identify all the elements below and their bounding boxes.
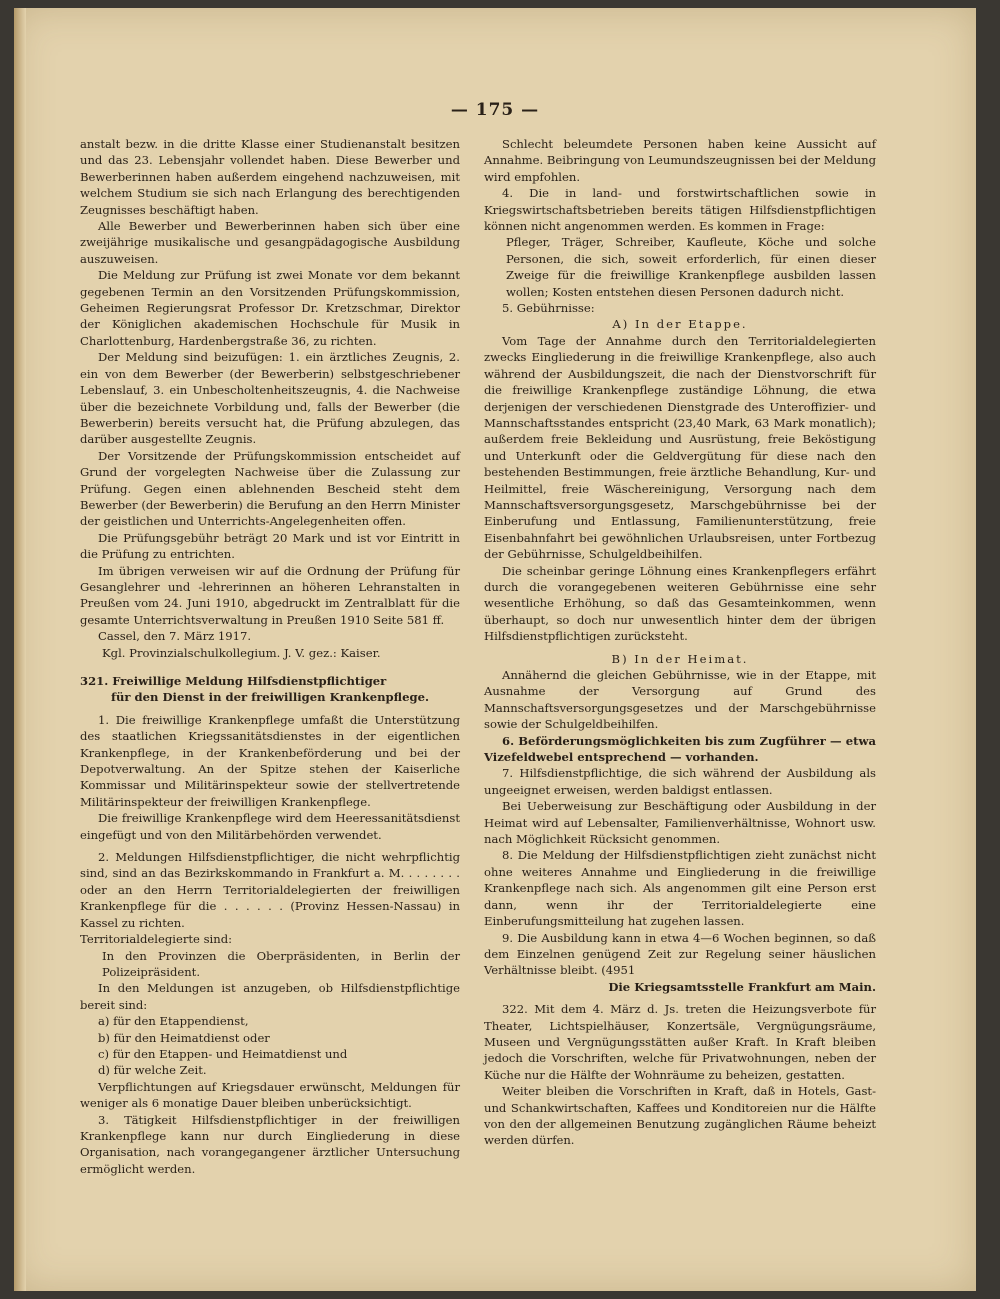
paragraph: Bei Ueberweisung zur Beschäftigung oder Ausbildung in der Heimat wird auf Lebensalter, Familienverhältnisse, Wohnort usw. nach Möglichkeit Rücksicht genommen.: [484, 799, 876, 847]
paragraph: In den Meldungen ist anzugeben, ob Hilfsdienstpflichtige bereit sind:: [80, 981, 460, 1012]
paragraph: 6. Beförderungsmöglichkeiten bis zum Zugführer — etwa Vizefeldwebel entsprechend — vorhanden.: [484, 733, 876, 765]
paragraph: 5. Gebührnisse:: [502, 301, 595, 316]
document-page: [14, 8, 976, 1291]
paragraph: 1. Die freiwillige Krankenpflege umfaßt die Unterstützung des staatlichen Kriegssanitätsdienstes in der eigentlichen Krankenpflege, in der Krankenbeförderung und bei der Depotverwaltung. An der Spitze stehen der Kaiserliche Kommissar und Militärinspekteur sowie der stellvertretende Militärinspekteur der freiwilligen Krankenpflege.: [80, 712, 460, 809]
paragraph: In den Provinzen die Oberpräsidenten, in Berlin der Polizeipräsident.: [102, 948, 460, 979]
subheading-heimat: B) In der Heimat.: [611, 651, 749, 666]
paragraph: Annähernd die gleichen Gebührnisse, wie in der Etappe, mit Ausnahme der Versorgung auf Grund des Mannschaftsversorgungsgesetzes und der Marschgebührnisse sowie der Schulgeldbeihilfen.: [484, 668, 876, 732]
paragraph: 2. Meldungen Hilfsdienstpflichtiger, die nicht wehrpflichtig sind, sind an das Bezirkskommando in Frankfurt a. M. . . . . . . . oder an den Herrn Territorialdelegierten der freiwilligen Krankenpflege für die . . . . . . (Provinz Hessen-Nassau) in Kassel zu richten.: [80, 850, 460, 930]
paragraph: Im übrigen verweisen wir auf die Ordnung der Prüfung für Gesanglehrer und -lehrerinnen an höheren Lehranstalten in Preußen vom 24. Juni 1910, abgedruckt im Zentralblatt für die gesamte Unterrichtsverwaltung in Preußen 1910 Seite 581 ff.: [80, 563, 460, 627]
paragraph: 8. Die Meldung der Hilfsdienstpflichtigen zieht zunächst nicht ohne weiteres Annahme und Eingliederung in die freiwillige Krankenpflege nach sich. Als angenommen gilt eine Person erst dann, wenn ihr der Territorialdelegierte eine Einberufungsmitteilung hat zugehen lassen.: [484, 848, 876, 929]
subheading-etappe: A) In der Etappe.: [612, 317, 748, 332]
place-date: Cassel, den 7. März 1917.: [98, 629, 252, 644]
section-321-subtitle: für den Dienst in der freiwilligen Krankenpflege.: [110, 690, 429, 705]
paragraph: anstalt bezw. in die dritte Klasse einer Studienanstalt besitzen und das 23. Lebensjahr vollendet haben. Diese Bewerber und Bewerberinnen haben außerdem eingehend nachzuweisen, mit welchem Studium sie sich nach Erlangung des berechtigenden Zeugnisses beschäftigt haben.: [80, 137, 460, 217]
paragraph: 3. Tätigkeit Hilfsdienstpflichtiger in der freiwilligen Krankenpflege kann nur durch Eingliederung in diese Organisation, nach vorangegangener ärztlicher Untersuchung ermöglicht werden.: [80, 1112, 460, 1176]
issuing-authority: Die Kriegsamtsstelle Frankfurt am Main.: [608, 979, 876, 994]
paragraph: Verpflichtungen auf Kriegsdauer erwünscht, Meldungen für weniger als 6 monatige Dauer bleiben unberücksichtigt.: [80, 1079, 460, 1111]
paragraph: Die Prüfungsgebühr beträgt 20 Mark und ist vor Eintritt in die Prüfung zu entrichten.: [80, 530, 460, 562]
paragraph: Die freiwillige Krankenpflege wird dem Heeressanitätsdienst eingefügt und von den Militärbehörden verwendet.: [80, 811, 460, 842]
paragraph: Weiter bleiben die Vorschriften in Kraft, daß in Hotels, Gast- und Schankwirtschaften, Kaffees und Konditoreien nur die Hälfte von den der allgemeinen Benutzung zugänglichen Räume beheizt werden dürfen.: [484, 1084, 876, 1148]
paragraph: Der Meldung sind beizufügen: 1. ein ärztliches Zeugnis, 2. ein von dem Bewerber (der Bewerberin) selbstgeschriebener Lebenslauf, 3. ein Unbescholtenheitszeugnis, 4. die Nachweise über die bezeichnete Vorbildung und, falls der Bewerber (die Bewerberin) bereits versucht hat, die Prüfung abzulegen, das darüber ausgestellte Zeugnis.: [80, 350, 460, 447]
paragraph: Vom Tage der Annahme durch den Territorialdelegierten zwecks Eingliederung in die freiwillige Krankenpflege, also auch während der Ausbildungszeit, die nach der Dienstvorschrift für die freiwillige Krankenpflege zuständige Löhnung, die etwa derjenigen der verschiedenen Dienstgrade des Unteroffizier- und Mannschaftsstandes entspricht (23,40 Mark, 63 Mark monatlich); außerdem freie Bekleidung und Ausrüstung, freie Beköstigung und Unterkunft oder die Geldvergütung für diese nach den bestehenden Bestimmungen, freie ärztliche Behandlung, Kur- und Heilmittel, freie Wäschereinigung, Versorgung nach dem Mannschaftsversorgungsgesetz, Marschgebührnisse bei der Einberufung und Entlassung, Familienunterstützung, freie Eisenbahnfahrt bei gewöhnlichen Urlaubsreisen, unter Fortbezug der Gebührnisse, Schulgeldbeihilfen.: [484, 333, 876, 562]
page-spine-shadow: [14, 8, 26, 1291]
readiness-list: [80, 1013, 460, 1079]
paragraph: 4. Die in land- und forstwirtschaftlichen sowie in Kriegswirtschaftsbetrieben bereits tätigen Hilfsdienstpflichtigen können nicht angenommen werden. Es kommen in Frage:: [484, 186, 876, 234]
list-item: b) für den Heimatdienst oder: [98, 1030, 270, 1045]
page-number: — 175 —: [450, 100, 540, 120]
paragraph: Die scheinbar geringe Löhnung eines Krankenpflegers erfährt durch die vorangegebenen weiteren Gebührnisse eine sehr wesentliche Erhöhung, so daß das Gesamteinkommen, wenn überhaupt, so doch nur unwesentlich hinter dem der übrigen Hilfsdienstpflichtigen zurücksteht.: [484, 563, 876, 644]
paragraph: Die Meldung zur Prüfung ist zwei Monate vor dem bekannt gegebenen Termin an den Vorsitzenden Prüfungskommission, Geheimen Regierungsrat Professor Dr. Kretzschmar, Direktor der Königlichen akademischen Hochschule für Musik in Charlottenburg, Hardenbergstraße 36, zu richten.: [80, 268, 460, 348]
paragraph: 9. Die Ausbildung kann in etwa 4—6 Wochen beginnen, so daß dem Einzelnen genügend Zeit zur Regelung seiner häuslichen Verhältnisse bleibt. (4951: [484, 930, 876, 978]
signature-line: Kgl. Provinzialschulkollegium. J. V. gez.: Kaiser.: [102, 645, 381, 660]
list-item: d) für welche Zeit.: [98, 1063, 207, 1078]
paragraph: Der Vorsitzende der Prüfungskommission entscheidet auf Grund der vorgelegten Nachweise über die Zulassung zur Prüfung. Gegen einen ablehnenden Bescheid steht dem Bewerber (der Bewerberin) die Berufung an den Herrn Minister der geistlichen und Unterrichts-Angelegenheiten offen.: [80, 448, 460, 529]
paragraph: Alle Bewerber und Bewerberinnen haben sich über eine zweijährige musikalische und gesangpädagogische Ausbildung auszuweisen.: [80, 219, 460, 266]
paragraph: Pfleger, Träger, Schreiber, Kaufleute, Köche und solche Personen, die sich, soweit erforderlich, für einen dieser Zweige für die freiwillige Krankenpflege ausbilden lassen wollen; Kosten entstehen diesen Personen dadurch nicht.: [506, 235, 876, 299]
left-column: [80, 136, 460, 1177]
right-column: [484, 136, 876, 1149]
section-321-title: 321. Freiwillige Meldung Hilfsdienstpflichtiger: [80, 674, 387, 688]
paragraph: 7. Hilfsdienstpflichtige, die sich während der Ausbildung als ungeeignet erweisen, werden baldigst entlassen.: [484, 766, 876, 797]
list-item: c) für den Etappen- und Heimatdienst und: [98, 1046, 348, 1061]
paragraph: Territorialdelegierte sind:: [80, 932, 233, 947]
section-322: 322. Mit dem 4. März d. Js. treten die Heizungsverbote für Theater, Lichtspielhäuser, Konzertsäle, Vergnügungsräume, Museen und Vergnügungsstätten außer Kraft. In Kraft bleiben jedoch die Vorschriften, welche für Privatwohnungen, neben der Küche nur die Hälfte der Wohnräume zu beheizen, gestatten.: [484, 1002, 876, 1082]
list-item: a) für den Etappendienst,: [98, 1014, 249, 1029]
paragraph: Schlecht beleumdete Personen haben keine Aussicht auf Annahme. Beibringung von Leumundszeugnissen bei der Meldung wird empfohlen.: [484, 137, 876, 184]
